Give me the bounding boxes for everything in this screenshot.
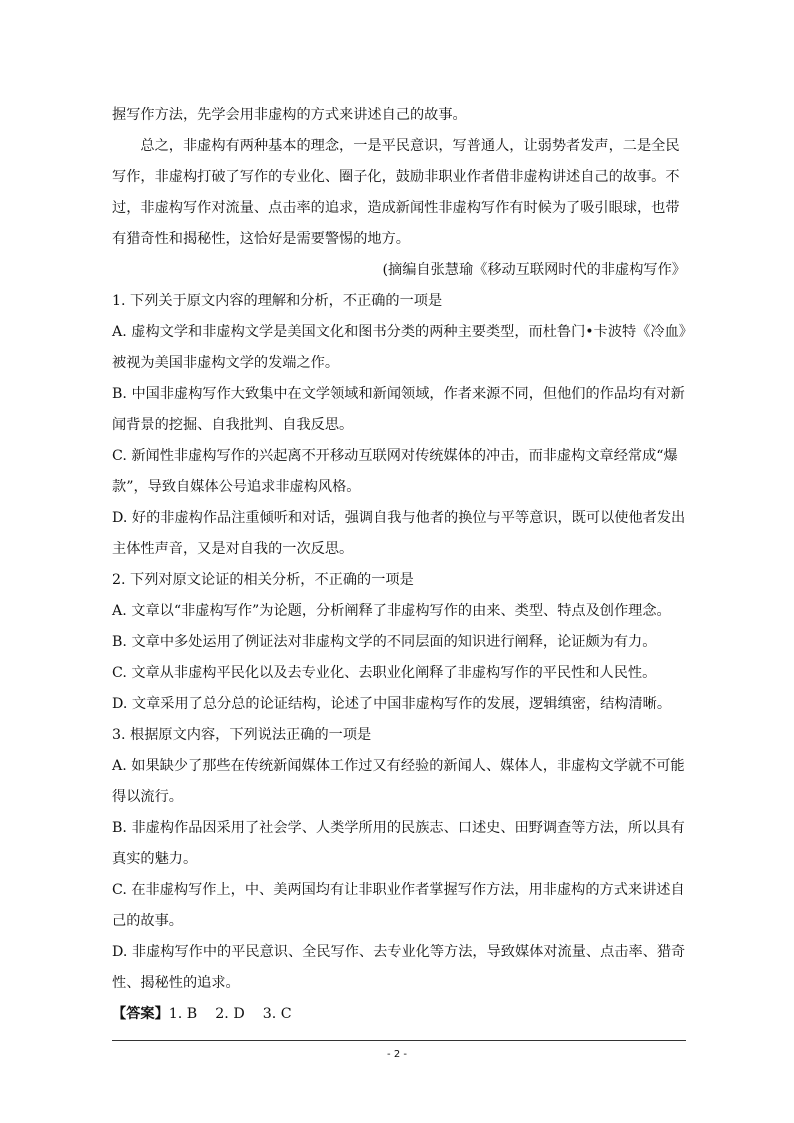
question-option: C. 文章从非虚构平民化以及去专业化、去职业化阐释了非虚构写作的平民性和人民性。 [112, 665, 657, 681]
question-2 [112, 565, 686, 720]
question-option: D. 好的非虚构作品注重倾听和对话，强调自我与他者的换位与平等意识，既可以使他者发出主体性声音，又是对自我的一次反思。 [112, 510, 686, 557]
question-option: D. 非虚构写作中的平民意识、全民写作、去专业化等方法，导致媒体对流量、点击率、猎奇性、揭秘性的追求。 [112, 944, 686, 991]
footer-divider [112, 1040, 686, 1041]
question-option: B. 文章中多处运用了例证法对非虚构文学的不同层面的知识进行阐释，论证颇为有力。 [112, 634, 657, 650]
answer-label: 【答案】 [112, 1006, 169, 1022]
question-option: D. 文章采用了总分总的论证结构，论述了中国非虚构写作的发展，逻辑缜密，结构清晰。 [112, 696, 672, 712]
question-stem: 3. 根据原文内容，下列说法正确的一项是 [112, 727, 372, 743]
continuation-paragraph: 握写作方法，先学会用非虚构的方式来讲述自己的故事。 [112, 107, 467, 123]
page-number: - 2 - [387, 1049, 407, 1060]
question-option: C. 新闻性非虚构写作的兴起离不开移动互联网对传统媒体的冲击，而非虚构文章经常成“爆款”，导致自媒体公号追求非虚构风格。 [112, 448, 678, 495]
source-citation: (摘编自张慧瑜《移动互联网时代的非虚构写作》 [382, 262, 686, 278]
question-option: B. 中国非虚构写作大致集中在文学领域和新闻领域，作者来源不同，但他们的作品均有对新闻背景的挖掘、自我批判、自我反思。 [112, 386, 685, 433]
question-stem: 1. 下列关于原文内容的理解和分析，不正确的一项是 [112, 293, 443, 309]
question-1 [112, 286, 686, 565]
question-option: A. 如果缺少了那些在传统新闻媒体工作过又有经验的新闻人、媒体人，非虚构文学就不可能得以流行。 [112, 758, 685, 805]
question-3 [112, 720, 686, 999]
answer-line [112, 999, 686, 1030]
question-stem: 2. 下列对原文论证的相关分析，不正确的一项是 [112, 572, 414, 588]
summary-paragraph: 总之，非虚构有两种基本的理念，一是平民意识，写普通人，让弱势者发声，二是全民写作，非虚构打破了写作的专业化、圈子化，鼓励非职业作者借非虚构讲述自己的故事。不过，非虚构写作对流量、点击率的追求，造成新闻性非虚构写作有时候为了吸引眼球，也带有猎奇性和揭秘性，这恰好是需要警惕的地方。 [112, 138, 680, 247]
question-option: A. 虚构文学和非虚构文学是美国文化和图书分类的两种主要类型，而杜鲁门•卡波特《冷血》被视为美国非虚构文学的发端之作。 [112, 324, 686, 371]
answer-text: 1. B 2. D 3. C [168, 1006, 292, 1022]
question-option: B. 非虚构作品因采用了社会学、人类学所用的民族志、口述史、田野调查等方法，所以具有真实的魅力。 [112, 820, 685, 867]
question-option: A. 文章以“非虚构写作”为论题，分析阐释了非虚构写作的由来、类型、特点及创作理念。 [112, 603, 671, 619]
page-content [112, 100, 686, 1030]
question-option: C. 在非虚构写作上，中、美两国均有让非职业作者掌握写作方法，用非虚构的方式来讲述自己的故事。 [112, 882, 685, 929]
